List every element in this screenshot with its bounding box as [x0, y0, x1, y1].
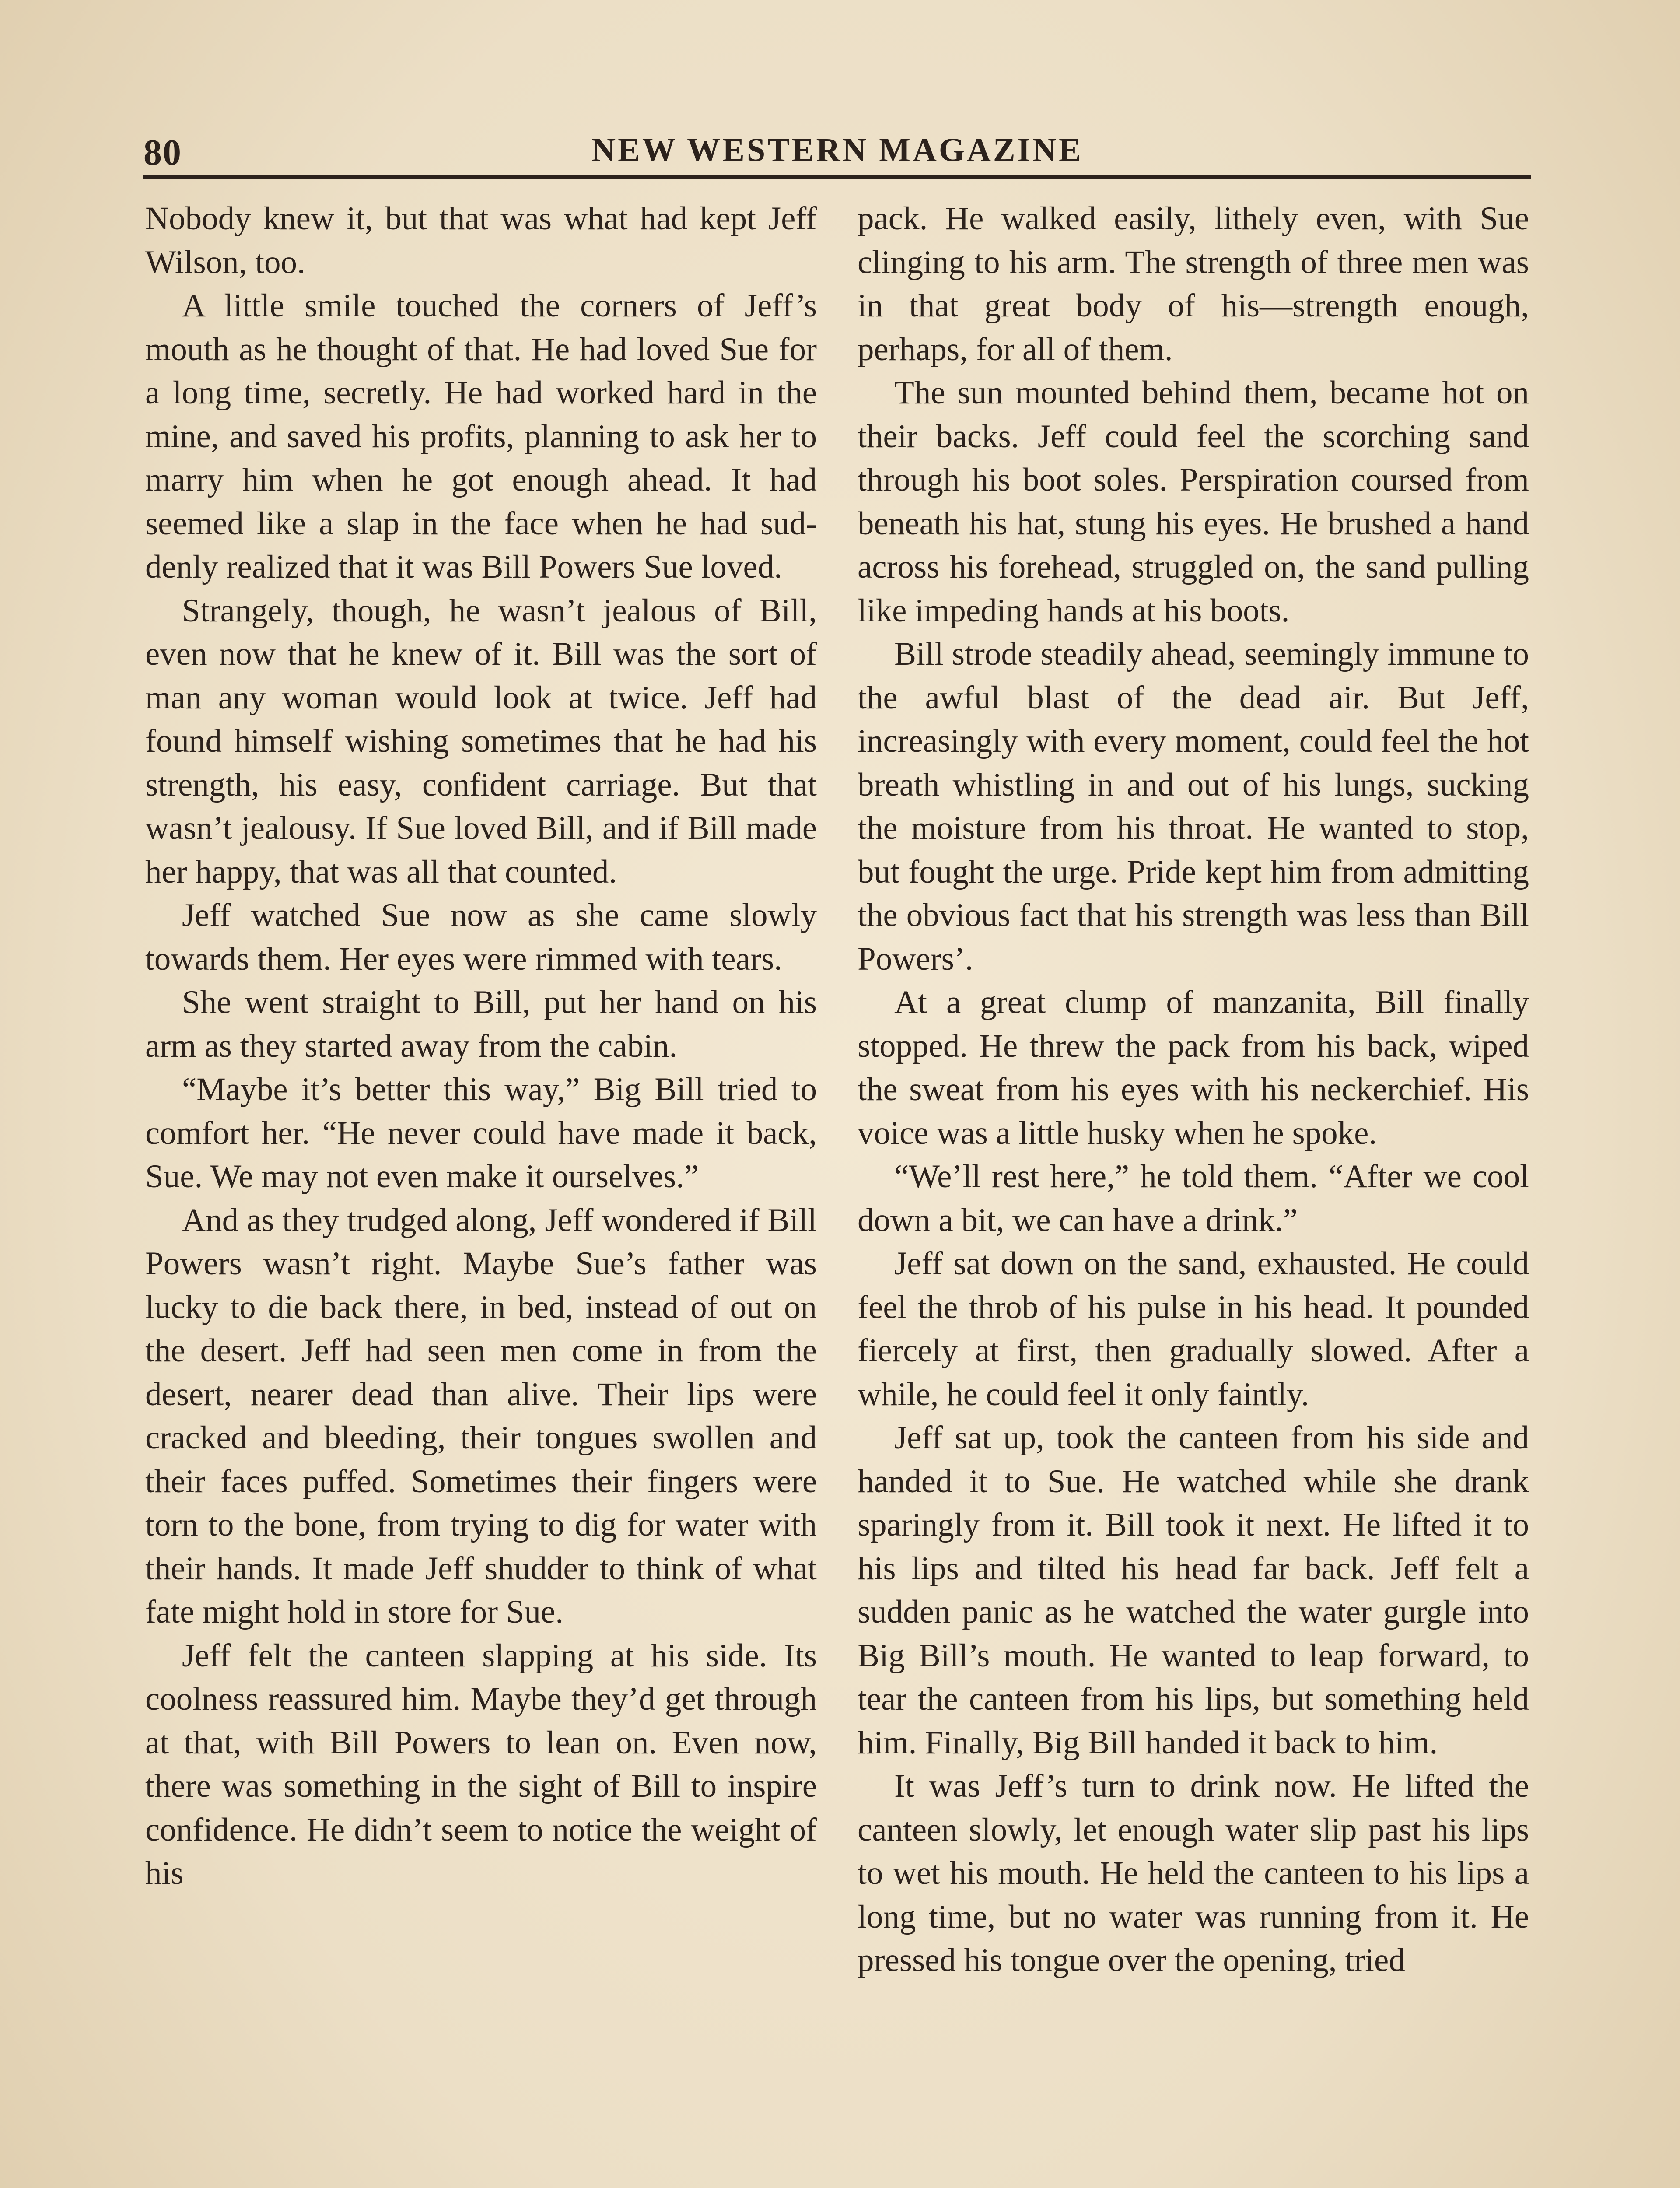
paragraph: Jeff sat up, took the canteen from his side and handed it to Sue. He watched while she drank sparingly from it. Bill took it next. He lifted it to his lips and tilted his head far back. Jeff felt a sudden panic as he watched the water gurgle into Big Bill’s mouth. He wanted to leap forward, to tear the canteen from his lips, but something held him. Finally, Big Bill handed it back to him. — [858, 1420, 1529, 1761]
paragraph: Bill strode steadily ahead, seemingly immune to the awful blast of the dead air. But Jeff, increasingly with every moment, could feel the hot breath whistling in and out of his lungs, sucking the moisture from his throat. He wanted to stop, but fought the urge. Pride kept him from admitting the obvious fact that his strength was less than Bill Powers’. — [858, 636, 1529, 977]
paragraph: Nobody knew it, but that was what had kept Jeff Wilson, too. — [145, 200, 817, 281]
header-rule — [144, 175, 1531, 179]
paragraph: pack. He walked easily, lithely even, with Sue clinging to his arm. The strength of three men was in that great body of his—strength enough, perhaps, for all of them. — [858, 200, 1529, 368]
paragraph: Jeff sat down on the sand, exhausted. He could feel the throb of his pulse in his head. It pounded fiercely at first, then gradually slowed. After a while, he could feel it only faintly. — [858, 1245, 1529, 1413]
paragraph: She went straight to Bill, put her hand on his arm as they started away from the cabin. — [145, 984, 817, 1064]
paragraph: It was Jeff’s turn to drink now. He lifted the canteen slowly, let enough water slip past his lips to wet his mouth. He held the canteen to his lips a long time, but no water was running from it. He pressed his tongue over the opening, tried — [858, 1768, 1529, 1978]
magazine-title: NEW WESTERN MAGAZINE — [592, 132, 1083, 168]
page-number: 80 — [144, 132, 182, 173]
paragraph: “We’ll rest here,” he told them. “After we cool down a bit, we can have a drink.” — [858, 1158, 1529, 1238]
paragraph: “Maybe it’s better this way,” Big Bill tried to comfort her. “He never could have made it back, Sue. We may not even make it ourselves.” — [145, 1071, 817, 1195]
paragraph: The sun mounted behind them, became hot on their backs. Jeff could feel the scorching sand through his boot soles. Perspiration coursed from beneath his hat, stung his eyes. He brushed a hand across his forehead, struggled on, the sand pulling like impeding hands at his boots. — [858, 375, 1529, 629]
page-header — [144, 123, 1531, 189]
paragraph: A little smile touched the corners of Jeff’s mouth as he thought of that. He had loved Sue for a long time, secretly. He had worked hard in the mine, and saved his profits, planning to ask her to marry him when he got enough ahead. It had seemed like a slap in the face when he had suddenly realized that it was Bill Powers Sue loved. — [145, 288, 817, 585]
right-text-column — [858, 197, 1529, 1982]
paragraph: And as they trudged along, Jeff wondered if Bill Powers wasn’t right. Maybe Sue’s father was lucky to die back there, in bed, instead of out on the desert. Jeff had seen men come in from the desert, nearer dead than alive. Their lips were cracked and bleeding, their tongues swollen and their faces puffed. Sometimes their fingers were torn to the bone, from trying to dig for water with their hands. It made Jeff shudder to think of what fate might hold in store for Sue. — [145, 1202, 817, 1630]
paragraph: Strangely, though, he wasn’t jealous of Bill, even now that he knew of it. Bill was the sort of man any woman would look at twice. Jeff had found himself wishing sometimes that he had his strength, his easy, confident carriage. But that wasn’t jealousy. If Sue loved Bill, and if Bill made her happy, that was all that counted. — [145, 592, 817, 890]
left-text-column — [145, 197, 817, 1895]
paragraph: Jeff felt the canteen slapping at his side. Its coolness reassured him. Maybe they’d get through at that, with Bill Powers to lean on. Even now, there was something in the sight of Bill to inspire confidence. He didn’t seem to notice the weight of his — [145, 1637, 817, 1891]
paragraph: At a great clump of manzanita, Bill finally stopped. He threw the pack from his back, wiped the sweat from his eyes with his neckerchief. His voice was a little husky when he spoke. — [858, 984, 1529, 1151]
paragraph: Jeff watched Sue now as she came slowly towards them. Her eyes were rimmed with tears. — [145, 897, 817, 977]
